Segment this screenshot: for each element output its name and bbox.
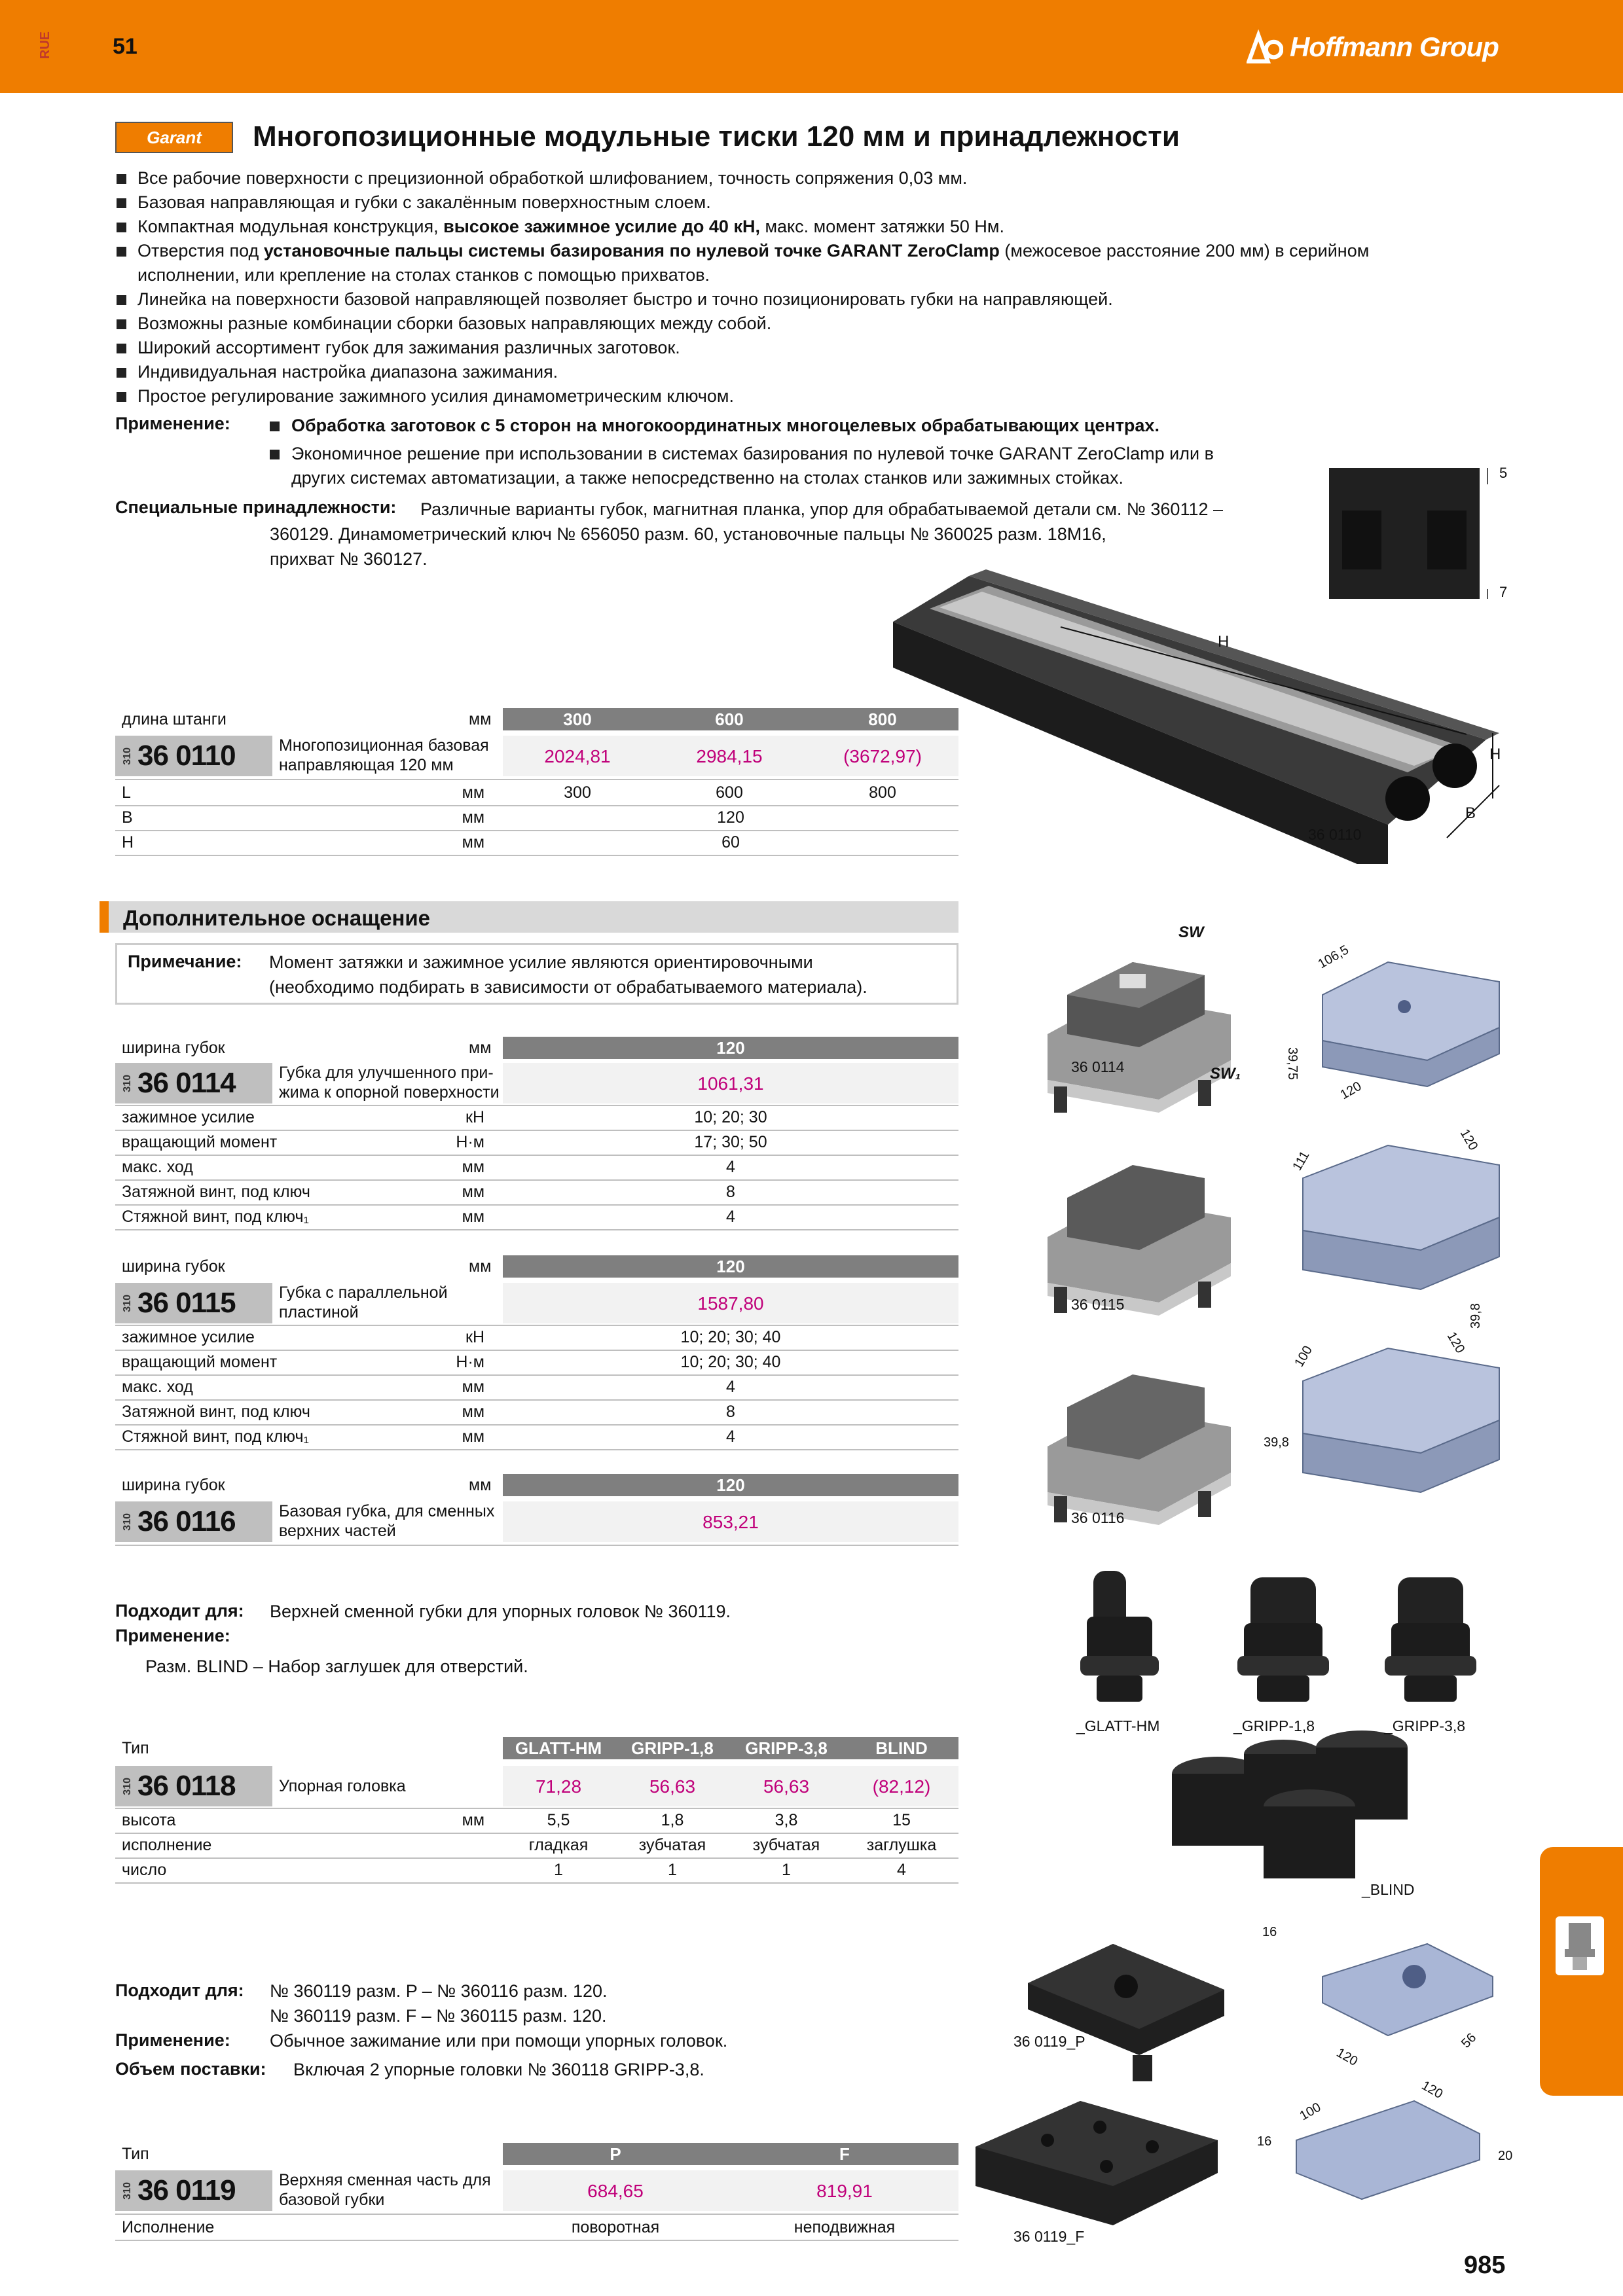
- t118-hdr-label: Тип: [122, 1739, 149, 1757]
- row-value: заглушка: [866, 1836, 937, 1854]
- row-unit: кН: [465, 1108, 484, 1126]
- t114-hdr-label: ширина губок: [122, 1039, 225, 1057]
- price: 71,28: [535, 1776, 582, 1797]
- dim-115: 39,8: [1468, 1303, 1483, 1329]
- supply-label: Объем поставки:: [115, 2059, 266, 2079]
- special-label: Специальные принадлежности:: [115, 497, 397, 517]
- caption-360119f: 36 0119_F: [1013, 2228, 1085, 2245]
- table-row: [122, 1179, 958, 1204]
- feature-item: Линейка на поверхности базовой направляющей позволяет быстро и точно позиционировать губки на направляющей.: [115, 287, 1490, 312]
- row-value: 4: [897, 1861, 906, 1879]
- t115-desc: Губка с параллельной пластиной: [279, 1283, 448, 1321]
- row-value: 8: [726, 1183, 735, 1201]
- row-value: 1: [668, 1861, 677, 1879]
- t110-col: 600: [715, 709, 744, 729]
- caption-360119p: 36 0119_P: [1013, 2033, 1085, 2050]
- row-key: Затяжной винт, под ключ: [122, 1183, 310, 1201]
- t118-article: 310 36 0118: [115, 1766, 272, 1806]
- application-item: Экономичное решение при использовании в системах базирования по нулевой точке GARANT ZeroClamp или в: [270, 442, 1214, 466]
- table-row: [122, 1155, 958, 1179]
- fits-text: № 360119 разм. P – № 360116 разм. 120.: [270, 1981, 608, 2001]
- t114-hdr-unit: мм: [469, 1039, 492, 1057]
- t110-header: [503, 708, 958, 730]
- t114-desc: Губка для улучшенного при- жима к опорной поверхности: [279, 1064, 500, 1102]
- row-unit: кН: [465, 1328, 484, 1346]
- section-header: [100, 901, 958, 933]
- price: 819,91: [816, 2181, 873, 2201]
- row-unit: Н·м: [456, 1353, 484, 1371]
- jaw-images: [1041, 923, 1552, 1558]
- dim-7: 7: [1499, 584, 1508, 600]
- row-unit: мм: [462, 1811, 484, 1829]
- row-value: 1: [554, 1861, 563, 1879]
- t114-article: 310 36 0114: [115, 1063, 272, 1103]
- row-key: зажимное усилие: [122, 1108, 255, 1126]
- row-key: Стяжной винт, под ключ₁: [122, 1208, 309, 1226]
- price: 1061,31: [697, 1073, 764, 1094]
- t119-article: 310 36 0119: [115, 2170, 272, 2211]
- dim-115: 120: [1457, 1126, 1481, 1153]
- row-value: 5,5: [547, 1811, 570, 1829]
- price: 56,63: [763, 1776, 810, 1797]
- article-number: 36 0110: [137, 740, 236, 772]
- table-row: [122, 1808, 958, 1833]
- feature-item-continued: исполнении, или крепление на столах станков с помощью прихватов.: [137, 265, 710, 285]
- dim-119f: 120: [1419, 2078, 1446, 2102]
- row-value: 1,8: [661, 1811, 684, 1829]
- row-key: исполнение: [122, 1836, 212, 1854]
- note-text: (необходимо подбирать в зависимости от обрабатываемого материала).: [269, 977, 867, 997]
- t110-article: [115, 736, 272, 776]
- fits-text: Верхней сменной губки для упорных головок № 360119.: [270, 1602, 731, 1621]
- hoffmann-group-logo: [1247, 27, 1499, 67]
- row-key: высота: [122, 1811, 176, 1829]
- row-unit: мм: [462, 1158, 484, 1176]
- supply-text: Включая 2 упорные головки № 360118 GRIPP-3,8.: [293, 2060, 704, 2079]
- t110-col: 300: [563, 709, 592, 729]
- row-value: 4: [726, 1378, 735, 1396]
- note-label: Примечание:: [128, 952, 242, 971]
- row-value: 17; 30; 50: [694, 1133, 767, 1151]
- base-rail-image: [890, 458, 1519, 864]
- fits-text: № 360119 разм. F – № 360115 разм. 120.: [270, 2006, 607, 2026]
- t116-hdr-label: ширина губок: [122, 1476, 225, 1494]
- page-title: Многопозиционные модульные тиски 120 мм и принадлежности: [253, 120, 1180, 152]
- row-key: Стяжной винт, под ключ₁: [122, 1427, 309, 1446]
- feature-item: Широкий ассортимент губок для зажимания различных заготовок.: [115, 336, 1490, 360]
- row-key: макс. ход: [122, 1158, 193, 1176]
- row-value: 8: [726, 1403, 735, 1421]
- row-unit: мм: [462, 1183, 484, 1201]
- article-prefix: 310: [122, 747, 133, 765]
- brand-name: Hoffmann Group: [1290, 31, 1499, 62]
- t115-hdr-unit: мм: [469, 1257, 492, 1276]
- caption-360115: 36 0115: [1071, 1296, 1125, 1313]
- row-value: гладкая: [528, 1836, 589, 1854]
- dim-b: B: [1465, 804, 1476, 822]
- row-value: 10; 20; 30; 40: [680, 1328, 781, 1346]
- row-key: макс. ход: [122, 1378, 193, 1396]
- caption-gripp38: _GRIPP-3,8: [1384, 1717, 1465, 1734]
- price: 853,21: [702, 1512, 759, 1532]
- garant-badge: Garant: [115, 122, 233, 153]
- page-number-bottom: 985: [1464, 2251, 1506, 2279]
- t114-header: 120: [503, 1037, 958, 1059]
- price: 684,65: [587, 2181, 644, 2201]
- clamping-icon: [1556, 1916, 1604, 1975]
- table-row: L мм 300 600 800: [122, 783, 896, 802]
- dim-119p: 56: [1458, 2030, 1480, 2051]
- region-code: RUE: [38, 31, 52, 60]
- row-unit: мм: [462, 1208, 484, 1226]
- table-row: [122, 1350, 958, 1374]
- dim-114: 39,75: [1285, 1047, 1300, 1081]
- row-value: 3,8: [775, 1811, 798, 1829]
- price: (82,12): [872, 1776, 931, 1797]
- table-row: [122, 1105, 958, 1130]
- feature-list: [115, 166, 1490, 408]
- dim-h: H: [1218, 633, 1230, 651]
- dim-119p: 120: [1334, 2045, 1360, 2070]
- t118-desc: Упорная головка: [279, 1777, 406, 1795]
- hoffmann-logo-icon: [1247, 29, 1283, 65]
- t116-header: 120: [503, 1474, 958, 1496]
- application-text: Разм. BLIND – Набор заглушек для отверстий.: [145, 1657, 528, 1676]
- t110-desc: Многопозиционная базовая направляющая 120 мм: [279, 736, 489, 774]
- table-row: [122, 1424, 958, 1449]
- special-text: 360129. Динамометрический ключ № 656050 разм. 60, установочные пальцы № 360025 разм. 18М16,: [270, 524, 1106, 544]
- price: 2024,81: [544, 746, 611, 766]
- t110-hdr-unit: мм: [469, 710, 492, 728]
- row-key: число: [122, 1861, 167, 1879]
- table-row: B мм 120: [122, 808, 744, 827]
- dim-5: 5: [1499, 465, 1508, 481]
- dim-114: 106,5: [1315, 942, 1351, 972]
- row-key: вращающий момент: [122, 1353, 278, 1371]
- table-row: [122, 1325, 958, 1350]
- dim-hh: H: [1489, 745, 1501, 763]
- row-value: 10; 20; 30; 40: [680, 1353, 781, 1371]
- special-text: Различные варианты губок, магнитная планка, упор для обрабатываемой детали см. № 360112 –: [420, 499, 1224, 519]
- application-item-continued: других системах автоматизации, а также непосредственно на столах станков или зажимных стойках.: [291, 468, 1124, 488]
- t115-hdr-label: ширина губок: [122, 1257, 225, 1276]
- table-row: [122, 1374, 958, 1399]
- row-value: зубчатая: [752, 1836, 820, 1854]
- table-row: [122, 1833, 958, 1857]
- application-label: Применение:: [115, 1626, 230, 1645]
- feature-item: Все рабочие поверхности с прецизионной обработкой шлифованием, точность сопряжения 0,03 мм.: [115, 166, 1490, 190]
- row-unit: Н·м: [456, 1133, 484, 1151]
- t119-hdr-label: Тип: [122, 2145, 149, 2163]
- application-text: Обычное зажимание или при помощи упорных головок.: [270, 2031, 728, 2051]
- row-unit: мм: [462, 1427, 484, 1446]
- table-row: [122, 1857, 958, 1882]
- application-item: Обработка заготовок с 5 сторон на многокоординатных многоцелевых обрабатывающих центрах.: [270, 414, 1159, 438]
- dim-119f: 16: [1257, 2134, 1272, 2149]
- table-row: [122, 1204, 958, 1229]
- t119-header: P F: [503, 2143, 958, 2165]
- section-title: Дополнительное оснащение: [123, 906, 431, 930]
- t115-article: 310 36 0115: [115, 1283, 272, 1323]
- row-value: 4: [726, 1208, 735, 1226]
- special-text: прихват № 360127.: [270, 549, 428, 569]
- feature-item: Простое регулирование зажимного усилия динамометрическим ключом.: [115, 384, 1490, 408]
- row-value: 1: [782, 1861, 791, 1879]
- sw1-label: SW₁: [1210, 1065, 1241, 1083]
- t118-header: GLATT-HM GRIPP-1,8 GRIPP-3,8 BLIND: [503, 1737, 958, 1759]
- row-value: 4: [726, 1158, 735, 1176]
- caption-gripp18: _GRIPP-1,8: [1233, 1717, 1315, 1734]
- application-label: Применение:: [115, 2030, 230, 2050]
- t115-header: 120: [503, 1255, 958, 1278]
- table-row: [122, 1130, 958, 1155]
- page-number-top: 51: [113, 34, 137, 59]
- top-jaw-images: [969, 1924, 1525, 2265]
- caption-glatt: _GLATT-HM: [1076, 1717, 1160, 1734]
- caption-360114: 36 0114: [1071, 1058, 1125, 1075]
- dim-119p: 16: [1262, 1925, 1277, 1939]
- t110-col: 800: [868, 709, 897, 729]
- row-key: вращающий момент: [122, 1133, 278, 1151]
- t119-desc: Верхняя сменная часть для базовой губки: [279, 2171, 491, 2209]
- table-row: Исполнение поворотная неподвижная: [122, 2218, 896, 2236]
- row-unit: мм: [462, 1403, 484, 1421]
- row-key: Затяжной винт, под ключ: [122, 1403, 310, 1421]
- dim-115: 111: [1290, 1149, 1313, 1174]
- price: 56,63: [649, 1776, 696, 1797]
- table-row: [122, 1399, 958, 1424]
- caption-blind: _BLIND: [1362, 1881, 1415, 1898]
- t110-hdr-label: длина штанги: [122, 710, 227, 728]
- dim-116: 39,8: [1264, 1435, 1289, 1450]
- price: 2984,15: [696, 746, 763, 766]
- chapter-tab[interactable]: [1540, 1847, 1623, 2096]
- price: (3672,97): [843, 746, 922, 766]
- feature-item: Отверстия под установочные пальцы системы базирования по нулевой точке GARANT ZeroClamp (межосевое расстояние 200 мм) в серийном: [115, 239, 1490, 263]
- t116-article: 310 36 0116: [115, 1501, 272, 1542]
- fits-label: Подходит для:: [115, 1981, 244, 2000]
- fits-label: Подходит для:: [115, 1601, 244, 1621]
- table-row: H мм 60: [122, 833, 740, 852]
- row-value: зубчатая: [638, 1836, 706, 1854]
- row-value: 10; 20; 30: [694, 1108, 767, 1126]
- row-value: 4: [726, 1427, 735, 1446]
- feature-item: Компактная модульная конструкция, высокое зажимное усилие до 40 кН, макс. момент затяжки 50 Нм.: [115, 215, 1490, 239]
- dim-119f: 100: [1297, 2100, 1324, 2124]
- sw-label: SW: [1178, 924, 1204, 941]
- feature-item: Базовая направляющая и губки с закалённым поверхностным слоем.: [115, 190, 1490, 215]
- price: 1587,80: [697, 1293, 764, 1314]
- feature-item: Возможны разные комбинации сборки базовых направляющих между собой.: [115, 312, 1490, 336]
- application-label: Применение:: [115, 414, 230, 433]
- row-key: зажимное усилие: [122, 1328, 255, 1346]
- t116-hdr-unit: мм: [469, 1476, 492, 1494]
- dim-114: 120: [1338, 1079, 1364, 1103]
- dim-116: 120: [1444, 1329, 1468, 1356]
- note-text: Момент затяжки и зажимное усилие являются ориентировочными: [269, 952, 813, 972]
- dim-116: 100: [1292, 1343, 1316, 1370]
- feature-item: Индивидуальная настройка диапазона зажимания.: [115, 360, 1490, 384]
- caption-360110: 36 0110: [1308, 826, 1362, 843]
- t116-desc: Базовая губка, для сменных верхних частей: [279, 1502, 495, 1540]
- note-box: [115, 943, 958, 1005]
- dim-119f: 20: [1498, 2149, 1513, 2163]
- caption-360116: 36 0116: [1071, 1509, 1125, 1526]
- row-value: 15: [892, 1811, 911, 1829]
- row-unit: мм: [462, 1378, 484, 1396]
